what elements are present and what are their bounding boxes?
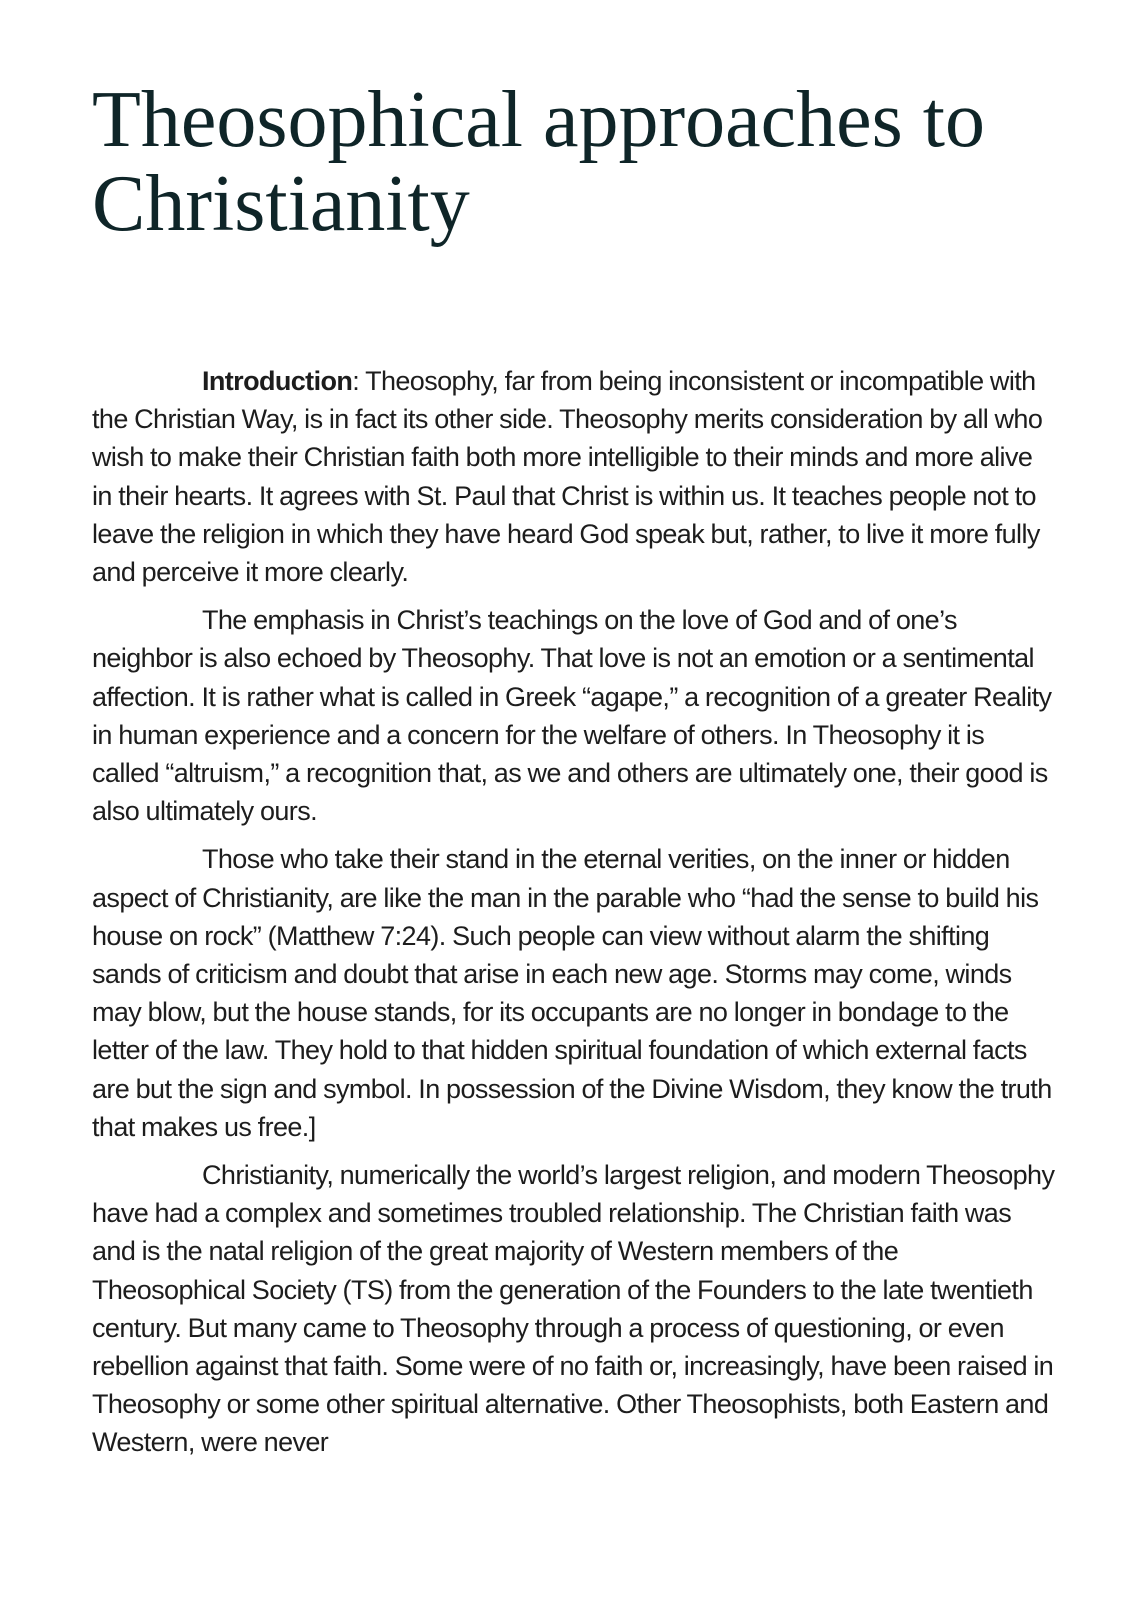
article-body xyxy=(92,362,1057,1472)
paragraph-christianity-relationship: Christianity, numerically the world’s largest religion, and modern Theosophy have had a complex and sometimes troubled relationship. The Christian faith was and is the natal religion of the great majority of Western members of the Theosophical Society (TS) from the generation of the Founders to the late twentieth century. But many came to Theosophy through a process of questioning, or even rebellion against that faith. Some were of no faith or, increasingly, have been raised in Theosophy or some other spiritual alternative. Other Theosophists, both Eastern and Western, were never xyxy=(92,1160,1055,1458)
paragraph-love-agape: The emphasis in Christ’s teachings on the love of God and of one’s neighbor is also echoed by Theosophy. That love is not an emotion or a sentimental affection. It is rather what is called in Greek “agape,” a recognition of a greater Reality in human experience and a concern for the welfare of others. In Theosophy it is called “altruism,” a recognition that, as we and others are ultimately one, their good is also ultimately ours. xyxy=(92,605,1052,827)
introduction-label: Introduction xyxy=(202,366,353,396)
page-title: Theosophical approaches to Christianity xyxy=(92,76,986,248)
paragraph-house-on-rock: Those who take their stand in the eternal verities, on the inner or hidden aspect of Christianity, are like the man in the parable who “had the sense to build his house on rock” (Matthew 7:24). Such people can view without alarm the shifting sands of criticism and doubt that arise in each new age. Storms may come, winds may blow, but the house stands, for its occupants are no longer in bondage to the letter of the law. They hold to that hidden spiritual foundation of which external facts are but the sign and symbol. In possession of the Divine Wisdom, they know the truth that makes us free.] xyxy=(92,844,1052,1142)
paragraph-introduction xyxy=(92,362,1057,591)
introduction-text: : Theosophy, far from being inconsistent or incompatible with the Christian Way, is in fact its other side. Theosophy merits consideration by all who wish to make their Christian faith both more intelligible to their minds and more alive in their hearts. It agrees with St. Paul that Christ is within us. It teaches people not to leave the religion in which they have heard God speak but, rather, to live it more fully and perceive it more clearly. xyxy=(92,366,1043,588)
